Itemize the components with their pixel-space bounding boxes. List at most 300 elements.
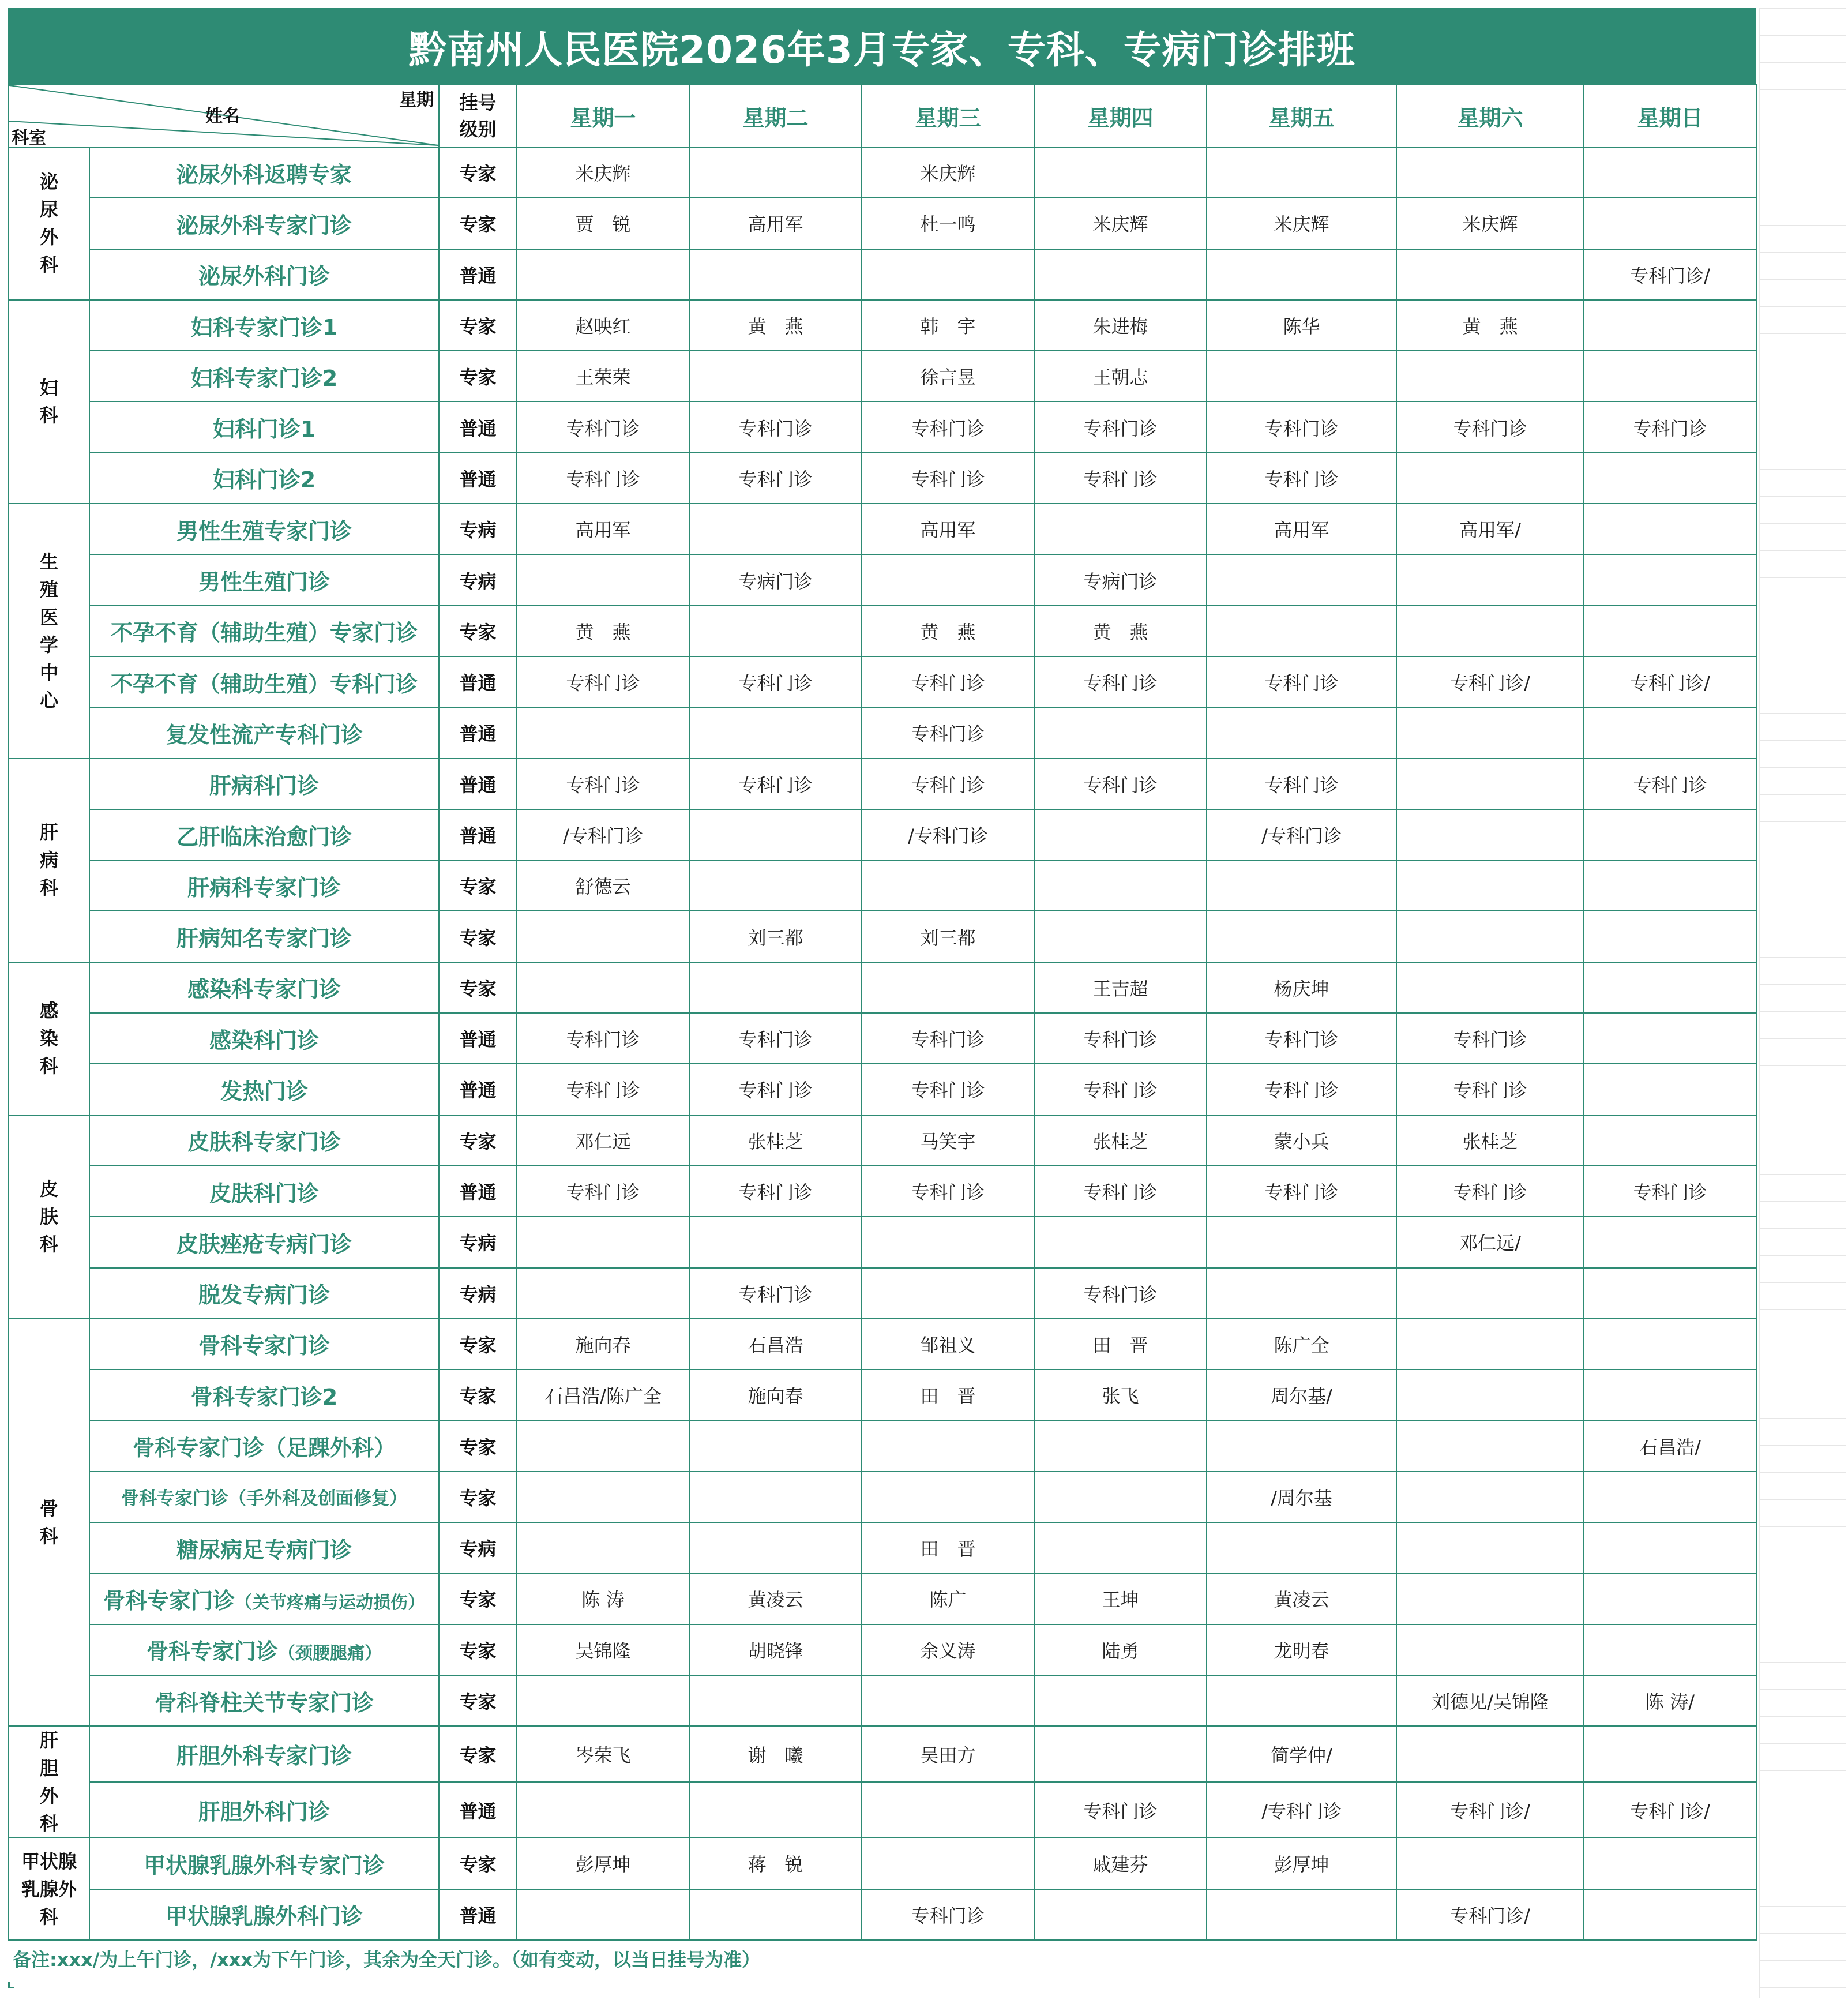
schedule-cell: 专科门诊/ <box>1396 1782 1584 1838</box>
schedule-cell <box>1396 606 1584 656</box>
department-name-part: 病 <box>39 849 58 872</box>
registration-level: 专家 <box>439 606 517 656</box>
registration-level: 专病 <box>439 1522 517 1573</box>
schedule-cell: 专科门诊 <box>1396 1013 1584 1064</box>
schedule-cell: 专科门诊 <box>1034 1782 1207 1838</box>
schedule-cell: 施向春 <box>689 1369 862 1420</box>
schedule-cell: 陈广 <box>862 1573 1034 1624</box>
schedule-cell <box>517 1472 689 1522</box>
schedule-cell: 黄 燕 <box>689 300 862 351</box>
schedule-cell: 石昌浩/陈广全 <box>517 1369 689 1420</box>
schedule-cell: 谢 曦 <box>689 1726 862 1782</box>
schedule-cell: 专科门诊 <box>1034 1064 1207 1115</box>
corner-dept-label: 科室 <box>12 128 46 147</box>
schedule-cell <box>1034 911 1207 962</box>
registration-level: 普通 <box>439 707 517 758</box>
clinic-name <box>89 402 439 452</box>
schedule-cell <box>862 860 1034 911</box>
schedule-cell <box>517 1268 689 1319</box>
schedule-cell <box>1034 809 1207 860</box>
clinic-name-text: 皮肤痤疮专病门诊 <box>176 1231 352 1257</box>
schedule-cell <box>1584 1624 1756 1675</box>
schedule-row <box>9 1420 1756 1471</box>
clinic-name <box>89 453 439 504</box>
clinic-name-suffix: （关节疼痛与运动损伤） <box>235 1592 425 1613</box>
schedule-cell <box>1584 1726 1756 1782</box>
department-name-part: 泌 <box>39 171 58 193</box>
schedule-row <box>9 1624 1756 1675</box>
schedule-cell: 蒙小兵 <box>1207 1115 1396 1166</box>
department-name-part: 科 <box>39 877 58 899</box>
schedule-cell: 专科门诊 <box>689 402 862 452</box>
schedule-cell <box>517 962 689 1013</box>
schedule-cell: 贾 锐 <box>517 198 689 249</box>
schedule-row <box>9 1115 1756 1166</box>
schedule-row <box>9 1217 1756 1267</box>
schedule-cell <box>1396 809 1584 860</box>
schedule-cell <box>689 1522 862 1573</box>
clinic-name <box>89 1013 439 1064</box>
corner-weekday-label: 星期 <box>399 90 434 110</box>
schedule-cell <box>689 1889 862 1940</box>
header-level <box>439 85 517 147</box>
schedule-cell <box>1034 1522 1207 1573</box>
schedule-cell: 专科门诊/ <box>1584 1782 1756 1838</box>
schedule-cell: 专科门诊 <box>862 1166 1034 1217</box>
schedule-cell <box>1584 504 1756 554</box>
schedule-cell <box>689 707 862 758</box>
schedule-cell: 高用军/ <box>1396 504 1584 554</box>
schedule-cell: 赵映红 <box>517 300 689 351</box>
clinic-name <box>89 1064 439 1115</box>
schedule-cell <box>1396 1268 1584 1319</box>
schedule-cell: 米庆辉 <box>517 147 689 198</box>
schedule-row <box>9 860 1756 911</box>
schedule-cell <box>1207 911 1396 962</box>
registration-level: 专家 <box>439 1472 517 1522</box>
schedule-cell: /专科门诊 <box>1207 809 1396 860</box>
registration-level: 专病 <box>439 1268 517 1319</box>
schedule-cell: 张飞 <box>1034 1369 1207 1420</box>
registration-level: 普通 <box>439 453 517 504</box>
clinic-name <box>89 351 439 402</box>
schedule-cell <box>1584 1115 1756 1166</box>
schedule-row <box>9 147 1756 198</box>
department-cell <box>9 1115 89 1319</box>
clinic-name-text: 妇科门诊1 <box>212 416 316 442</box>
clinic-name-text: 骨科专家门诊（手外科及创面修复） <box>121 1488 407 1510</box>
schedule-cell: 专科门诊 <box>1207 1013 1396 1064</box>
schedule-row <box>9 402 1756 452</box>
schedule-cell: 专科门诊 <box>517 656 689 707</box>
department-name-part: 中 <box>39 661 58 684</box>
schedule-cell <box>1034 1217 1207 1267</box>
clinic-name <box>89 1838 439 1889</box>
clinic-name-text: 感染科专家门诊 <box>187 977 341 1003</box>
schedule-cell <box>1584 351 1756 402</box>
schedule-cell: 专科门诊/ <box>1584 249 1756 300</box>
clinic-name <box>89 1268 439 1319</box>
schedule-cell: 专科门诊 <box>862 402 1034 452</box>
schedule-cell <box>1396 759 1584 809</box>
registration-level: 专家 <box>439 1675 517 1726</box>
schedule-row <box>9 911 1756 962</box>
schedule-row <box>9 1472 1756 1522</box>
schedule-cell: 胡晓锋 <box>689 1624 862 1675</box>
schedule-cell: 专科门诊 <box>517 402 689 452</box>
registration-level: 专家 <box>439 1726 517 1782</box>
clinic-name-text: 骨科专家门诊 <box>198 1333 330 1359</box>
schedule-cell <box>1584 1838 1756 1889</box>
clinic-name <box>89 249 439 300</box>
schedule-cell <box>1584 1319 1756 1369</box>
schedule-cell <box>862 554 1034 605</box>
schedule-cell <box>862 1268 1034 1319</box>
schedule-cell <box>517 1522 689 1573</box>
schedule-cell <box>1396 147 1584 198</box>
page-title: 黔南州人民医院2026年3月专家、专科、专病门诊排班 <box>8 8 1756 84</box>
schedule-cell: 专科门诊 <box>689 1166 862 1217</box>
schedule-cell: 专科门诊 <box>1396 1064 1584 1115</box>
schedule-cell <box>1584 1268 1756 1319</box>
schedule-cell <box>862 1217 1034 1267</box>
schedule-cell: 王朝志 <box>1034 351 1207 402</box>
schedule-cell: 专科门诊 <box>1034 402 1207 452</box>
clinic-name <box>89 1472 439 1522</box>
department-name-part: 科 <box>39 1905 58 1928</box>
registration-level: 专家 <box>439 1573 517 1624</box>
schedule-cell: 杜一鸣 <box>862 198 1034 249</box>
schedule-cell <box>1584 1064 1756 1115</box>
schedule-cell: 专科门诊 <box>862 707 1034 758</box>
registration-level: 专家 <box>439 911 517 962</box>
schedule-cell: 王荣荣 <box>517 351 689 402</box>
clinic-name-text: 糖尿病足专病门诊 <box>176 1537 352 1563</box>
clinic-name <box>89 1115 439 1166</box>
schedule-cell <box>1584 1369 1756 1420</box>
schedule-cell <box>1396 1726 1584 1782</box>
registration-level: 普通 <box>439 249 517 300</box>
department-name-part: 医 <box>39 606 58 628</box>
schedule-cell <box>689 1472 862 1522</box>
schedule-cell <box>689 504 862 554</box>
schedule-cell: 高用军 <box>1207 504 1396 554</box>
schedule-cell <box>1396 1573 1584 1624</box>
schedule-cell <box>1396 249 1584 300</box>
schedule-cell: 专科门诊 <box>1034 759 1207 809</box>
schedule-cell: 专科门诊/ <box>1396 1889 1584 1940</box>
clinic-name <box>89 1420 439 1471</box>
registration-level: 专家 <box>439 962 517 1013</box>
schedule-cell: 高用军 <box>689 198 862 249</box>
schedule-cell: 吴锦隆 <box>517 1624 689 1675</box>
schedule-cell: 简学仲/ <box>1207 1726 1396 1782</box>
registration-level: 专家 <box>439 198 517 249</box>
schedule-cell <box>517 1889 689 1940</box>
footnote: 备注:xxx/为上午门诊，/xxx为下午门诊，其余为全天门诊。（如有变动，以当日挂号为准） <box>13 1949 761 1971</box>
header-level-line2: 级别 <box>459 118 497 140</box>
clinic-name <box>89 759 439 809</box>
clinic-name <box>89 656 439 707</box>
department-cell <box>9 962 89 1115</box>
schedule-cell <box>1396 911 1584 962</box>
schedule-cell <box>1584 911 1756 962</box>
schedule-cell: 专科门诊/ <box>1584 656 1756 707</box>
schedule-cell <box>517 554 689 605</box>
clinic-name <box>89 198 439 249</box>
schedule-cell: 蒋 锐 <box>689 1838 862 1889</box>
schedule-row <box>9 198 1756 249</box>
schedule-cell <box>1584 809 1756 860</box>
schedule-cell: 陈 涛/ <box>1584 1675 1756 1726</box>
clinic-name <box>89 1369 439 1420</box>
schedule-cell <box>862 1675 1034 1726</box>
schedule-cell: 专科门诊 <box>689 1013 862 1064</box>
schedule-cell: 黄 燕 <box>1034 606 1207 656</box>
schedule-cell: 王吉超 <box>1034 962 1207 1013</box>
department-name-part: 科 <box>39 1233 58 1256</box>
schedule-cell: 戚建芬 <box>1034 1838 1207 1889</box>
schedule-cell: 专科门诊 <box>1207 1064 1396 1115</box>
schedule-cell: 专科门诊 <box>1584 402 1756 452</box>
schedule-cell <box>689 249 862 300</box>
schedule-cell: 田 晋 <box>862 1369 1034 1420</box>
schedule-cell <box>689 809 862 860</box>
department-cell <box>9 1838 89 1940</box>
schedule-cell: 专科门诊 <box>1034 1268 1207 1319</box>
registration-level: 专家 <box>439 351 517 402</box>
schedule-cell: 龙明春 <box>1207 1624 1396 1675</box>
schedule-cell: 陈华 <box>1207 300 1396 351</box>
schedule-cell: 邓仁远/ <box>1396 1217 1584 1267</box>
schedule-cell: 黄凌云 <box>1207 1573 1396 1624</box>
schedule-cell: 陈 涛 <box>517 1573 689 1624</box>
schedule-cell: 专科门诊 <box>862 453 1034 504</box>
clinic-name-text: 发热门诊 <box>220 1078 308 1104</box>
schedule-row <box>9 606 1756 656</box>
schedule-row <box>9 1889 1756 1940</box>
schedule-cell <box>1396 1522 1584 1573</box>
schedule-cell <box>1584 1472 1756 1522</box>
clinic-name-text: 妇科专家门诊1 <box>190 314 338 340</box>
schedule-cell <box>1207 860 1396 911</box>
schedule-cell: 邓仁远 <box>517 1115 689 1166</box>
schedule-cell <box>689 147 862 198</box>
clinic-name <box>89 962 439 1013</box>
registration-level: 普通 <box>439 656 517 707</box>
schedule-cell: 专科门诊 <box>1396 1166 1584 1217</box>
schedule-cell <box>1207 707 1396 758</box>
schedule-cell <box>1396 1624 1584 1675</box>
clinic-name-text: 骨科专家门诊 <box>103 1588 235 1613</box>
schedule-cell <box>1034 249 1207 300</box>
schedule-cell: 黄 燕 <box>862 606 1034 656</box>
schedule-cell: 专科门诊 <box>1207 402 1396 452</box>
schedule-cell: 米庆辉 <box>1034 198 1207 249</box>
schedule-row <box>9 554 1756 605</box>
schedule-cell: 石昌浩 <box>689 1319 862 1369</box>
clinic-name-text: 脱发专病门诊 <box>198 1282 330 1308</box>
schedule-cell: 米庆辉 <box>862 147 1034 198</box>
schedule-cell: 高用军 <box>517 504 689 554</box>
department-name-part: 骨 <box>39 1498 58 1520</box>
schedule-cell: 专科门诊 <box>1584 1166 1756 1217</box>
schedule-cell: 专科门诊 <box>689 759 862 809</box>
header-day: 星期五 <box>1207 85 1396 147</box>
schedule-cell: 专科门诊 <box>862 1013 1034 1064</box>
clinic-name-text: 泌尿外科门诊 <box>198 264 330 290</box>
schedule-cell: 张桂芝 <box>1396 1115 1584 1166</box>
clinic-name-text: 肝胆外科门诊 <box>198 1799 330 1825</box>
schedule-cell: 专科门诊 <box>517 1166 689 1217</box>
registration-level: 专病 <box>439 554 517 605</box>
registration-level: 专家 <box>439 1115 517 1166</box>
registration-level: 专家 <box>439 1369 517 1420</box>
schedule-cell: 专科门诊 <box>1034 1013 1207 1064</box>
clinic-name <box>89 1217 439 1267</box>
schedule-cell: 专科门诊 <box>517 1064 689 1115</box>
schedule-row <box>9 1268 1756 1319</box>
schedule-row <box>9 809 1756 860</box>
clinic-name-text: 不孕不育（辅助生殖）专科门诊 <box>110 671 418 697</box>
schedule-cell: 专科门诊 <box>1207 656 1396 707</box>
schedule-cell: 专科门诊 <box>862 656 1034 707</box>
clinic-name-text: 肝病知名专家门诊 <box>176 926 352 952</box>
schedule-cell: 周尔基/ <box>1207 1369 1396 1420</box>
schedule-cell <box>1396 962 1584 1013</box>
department-cell <box>9 1726 89 1838</box>
schedule-cell <box>517 1217 689 1267</box>
schedule-cell: 专科门诊 <box>1396 402 1584 452</box>
schedule-row <box>9 1838 1756 1889</box>
schedule-cell <box>1034 504 1207 554</box>
schedule-cell: 专科门诊 <box>1207 453 1396 504</box>
schedule-row <box>9 1369 1756 1420</box>
clinic-name-text: 骨科脊柱关节专家门诊 <box>154 1690 374 1716</box>
department-cell <box>9 300 89 504</box>
schedule-cell: 刘三都 <box>689 911 862 962</box>
department-name-part: 科 <box>39 1813 58 1835</box>
schedule-cell: 专科门诊 <box>1584 759 1756 809</box>
clinic-name <box>89 606 439 656</box>
schedule-cell <box>1584 707 1756 758</box>
schedule-row <box>9 300 1756 351</box>
schedule-cell <box>1034 707 1207 758</box>
department-name-part: 科 <box>39 254 58 276</box>
schedule-cell <box>1034 1675 1207 1726</box>
clinic-name-text: 骨科专家门诊2 <box>190 1384 338 1410</box>
schedule-cell <box>1584 606 1756 656</box>
registration-level: 专家 <box>439 147 517 198</box>
schedule-cell <box>1584 1522 1756 1573</box>
header-day: 星期四 <box>1034 85 1207 147</box>
department-name-part: 染 <box>39 1027 58 1050</box>
schedule-cell <box>1396 453 1584 504</box>
schedule-cell: 专科门诊 <box>517 1013 689 1064</box>
schedule-cell: 石昌浩/ <box>1584 1420 1756 1471</box>
schedule-cell: 邹祖义 <box>862 1319 1034 1369</box>
header-day: 星期三 <box>862 85 1034 147</box>
schedule-cell <box>1584 300 1756 351</box>
schedule-cell: 专科门诊 <box>689 453 862 504</box>
registration-level: 专家 <box>439 1624 517 1675</box>
clinic-name <box>89 1782 439 1838</box>
clinic-name <box>89 860 439 911</box>
schedule-cell <box>689 1420 862 1471</box>
department-name-part: 肝 <box>39 821 58 844</box>
schedule-cell: 施向春 <box>517 1319 689 1369</box>
schedule-cell <box>1034 860 1207 911</box>
department-name-part: 尿 <box>39 198 58 221</box>
schedule-cell: 米庆辉 <box>1207 198 1396 249</box>
department-name-part: 外 <box>39 226 58 249</box>
schedule-table <box>8 84 1757 1941</box>
department-name-part: 肝 <box>39 1729 58 1752</box>
schedule-cell: 黄 燕 <box>1396 300 1584 351</box>
schedule-cell: 专科门诊 <box>1034 1166 1207 1217</box>
clinic-name <box>89 911 439 962</box>
schedule-cell <box>689 1217 862 1267</box>
schedule-cell <box>689 1782 862 1838</box>
schedule-row <box>9 1064 1756 1115</box>
schedule-cell: 专科门诊 <box>517 759 689 809</box>
department-cell <box>9 1319 89 1726</box>
department-name-part: 乳腺外 <box>21 1878 77 1900</box>
clinic-name-text: 皮肤科门诊 <box>209 1180 319 1206</box>
department-name-part: 感 <box>39 1000 58 1022</box>
schedule-cell <box>1396 707 1584 758</box>
department-name-part: 皮 <box>39 1178 58 1200</box>
schedule-cell: 田 晋 <box>1034 1319 1207 1369</box>
header-corner <box>9 85 439 147</box>
department-name-part: 肤 <box>39 1206 58 1228</box>
schedule-cell <box>689 351 862 402</box>
header-day: 星期六 <box>1396 85 1584 147</box>
clinic-name-text: 感染科门诊 <box>209 1027 319 1053</box>
department-name-part: 胆 <box>39 1757 58 1780</box>
schedule-cell: 岑荣飞 <box>517 1726 689 1782</box>
schedule-cell: 陈广全 <box>1207 1319 1396 1369</box>
schedule-cell: 专科门诊 <box>1034 656 1207 707</box>
schedule-cell: /专科门诊 <box>517 809 689 860</box>
registration-level: 专病 <box>439 1217 517 1267</box>
registration-level: 普通 <box>439 1889 517 1940</box>
schedule-row <box>9 1573 1756 1624</box>
schedule-cell <box>1396 554 1584 605</box>
schedule-cell <box>1207 1675 1396 1726</box>
schedule-cell: 韩 宇 <box>862 300 1034 351</box>
department-name-part: 外 <box>39 1785 58 1807</box>
registration-level: 普通 <box>439 1013 517 1064</box>
department-name-part: 学 <box>39 633 58 656</box>
schedule-cell: 徐言昱 <box>862 351 1034 402</box>
schedule-cell: 专科门诊 <box>862 1889 1034 1940</box>
registration-level: 普通 <box>439 1064 517 1115</box>
schedule-cell: 张桂芝 <box>689 1115 862 1166</box>
department-name-part: 科 <box>39 1055 58 1078</box>
schedule-cell: 米庆辉 <box>1396 198 1584 249</box>
schedule-cell <box>862 249 1034 300</box>
schedule-cell <box>689 860 862 911</box>
clinic-name-text: 肝胆外科专家门诊 <box>176 1743 352 1769</box>
corner-name-label: 姓名 <box>205 106 240 126</box>
schedule-cell <box>1207 554 1396 605</box>
schedule-cell: 陆勇 <box>1034 1624 1207 1675</box>
clinic-name-text: 乙肝临床治愈门诊 <box>176 824 352 850</box>
schedule-cell: /专科门诊 <box>862 809 1034 860</box>
schedule-cell <box>1207 1268 1396 1319</box>
schedule-cell <box>1207 1420 1396 1471</box>
